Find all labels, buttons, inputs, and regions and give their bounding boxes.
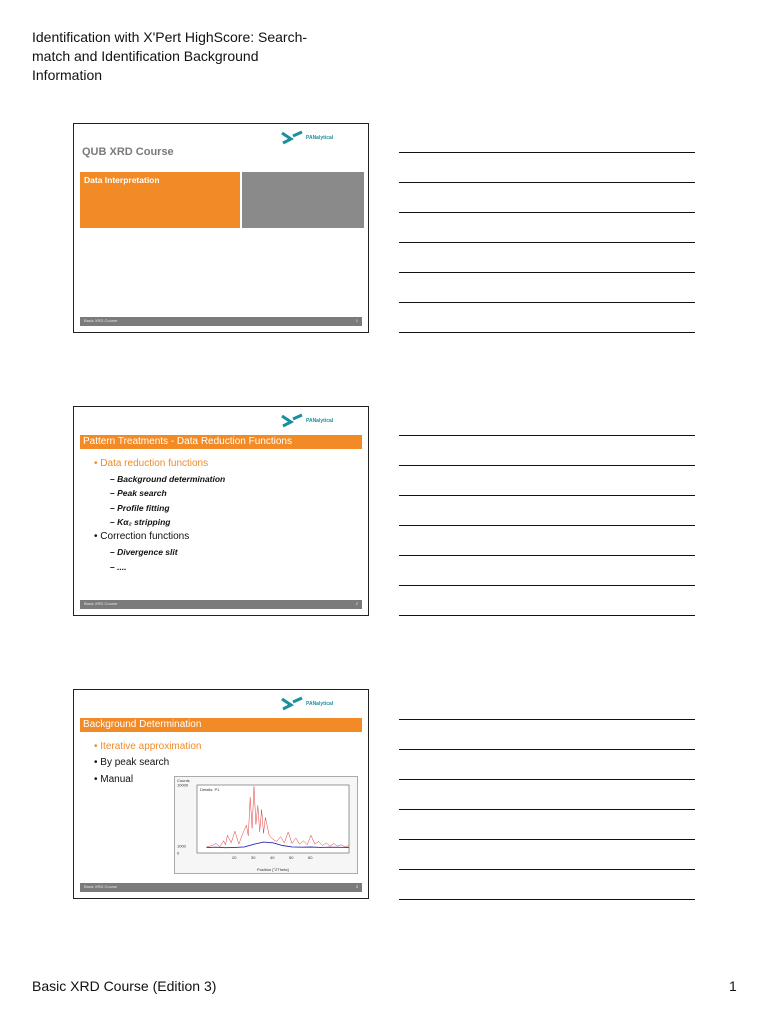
x-axis-label: Position [°2Theta] (257, 867, 289, 872)
y-tick-label: 0 (177, 850, 180, 856)
slide-footer-label: Basic XRD Course (84, 884, 118, 889)
slide-footer (80, 600, 362, 609)
y-tick-label: 1000 (177, 843, 186, 849)
bullet-item: • Manual (94, 774, 134, 785)
bullet-item: • Correction functions (94, 531, 190, 542)
logo-text: PANalytical (306, 135, 334, 141)
note-line (399, 719, 695, 720)
note-line (399, 585, 695, 586)
series-label: Details: P1 (200, 787, 220, 792)
slide-title: QUB XRD Course (82, 146, 174, 158)
section-panel (80, 172, 240, 228)
slide-title-bar (80, 435, 362, 449)
bullet-item: • Data reduction functions (94, 458, 209, 469)
xrd-pattern-chart (174, 776, 358, 874)
slide-footer (80, 317, 362, 326)
x-tick-label: 50 (289, 855, 294, 860)
note-line (399, 182, 695, 183)
x-tick-label: 20 (232, 855, 237, 860)
note-line (399, 555, 695, 556)
bullet-item: • Iterative approximation (94, 741, 202, 752)
logo-text: PANalytical (306, 418, 334, 424)
y-tick-label: 10000 (177, 782, 189, 788)
slide-number: 1 (355, 318, 358, 323)
note-line (399, 435, 695, 436)
note-line (399, 332, 695, 333)
panalytical-logo (280, 130, 360, 148)
note-line (399, 495, 695, 496)
note-line (399, 212, 695, 213)
page-number: 1 (729, 978, 737, 994)
slide-footer-label: Basic XRD Course (84, 601, 118, 606)
note-line (399, 302, 695, 303)
x-tick-label: 40 (270, 855, 275, 860)
slide-number: 2 (355, 601, 358, 606)
note-line (399, 465, 695, 466)
sub-bullet-item: – .... (110, 562, 127, 572)
note-line (399, 272, 695, 273)
slide-2 (73, 406, 369, 616)
note-line (399, 525, 695, 526)
note-line (399, 809, 695, 810)
section-label: Data Interpretation (84, 175, 160, 185)
page-footer-label: Basic XRD Course (Edition 3) (32, 978, 217, 994)
slide-number: 3 (355, 884, 358, 889)
slide-3 (73, 689, 369, 899)
slide-title: Pattern Treatments - Data Reduction Functions (83, 436, 292, 447)
panalytical-logo-icon (280, 696, 304, 712)
panalytical-logo-icon (280, 130, 304, 146)
slide-footer-label: Basic XRD Course (84, 318, 118, 323)
bullet-item: • By peak search (94, 757, 170, 768)
sub-bullet-item: – Peak search (110, 488, 167, 498)
sub-bullet-item: – Background determination (110, 474, 226, 484)
sub-bullet-item: – Profile fitting (110, 503, 170, 513)
note-line (399, 152, 695, 153)
y-axis-label: Counts (177, 778, 190, 783)
note-line (399, 242, 695, 243)
image-placeholder (242, 172, 364, 228)
note-line (399, 779, 695, 780)
panalytical-logo-icon (280, 413, 304, 429)
sub-bullet-item: – Divergence slit (110, 547, 178, 557)
logo-text: PANalytical (306, 701, 334, 707)
sub-bullet-item: – Kα₂ stripping (110, 517, 171, 527)
slide-title: Background Determination (83, 719, 202, 730)
document-title: Identification with X'Pert HighScore: Search-match and Identification Background Information (32, 29, 308, 83)
note-line (399, 749, 695, 750)
note-line (399, 615, 695, 616)
note-line (399, 869, 695, 870)
slide-title-bar (80, 718, 362, 732)
chart-canvas (175, 777, 357, 873)
panalytical-logo (280, 413, 360, 431)
slide-1 (73, 123, 369, 333)
x-tick-label: 30 (251, 855, 256, 860)
note-line (399, 839, 695, 840)
panalytical-logo (280, 696, 360, 714)
slide-footer (80, 883, 362, 892)
x-tick-label: 60 (308, 855, 313, 860)
note-line (399, 899, 695, 900)
